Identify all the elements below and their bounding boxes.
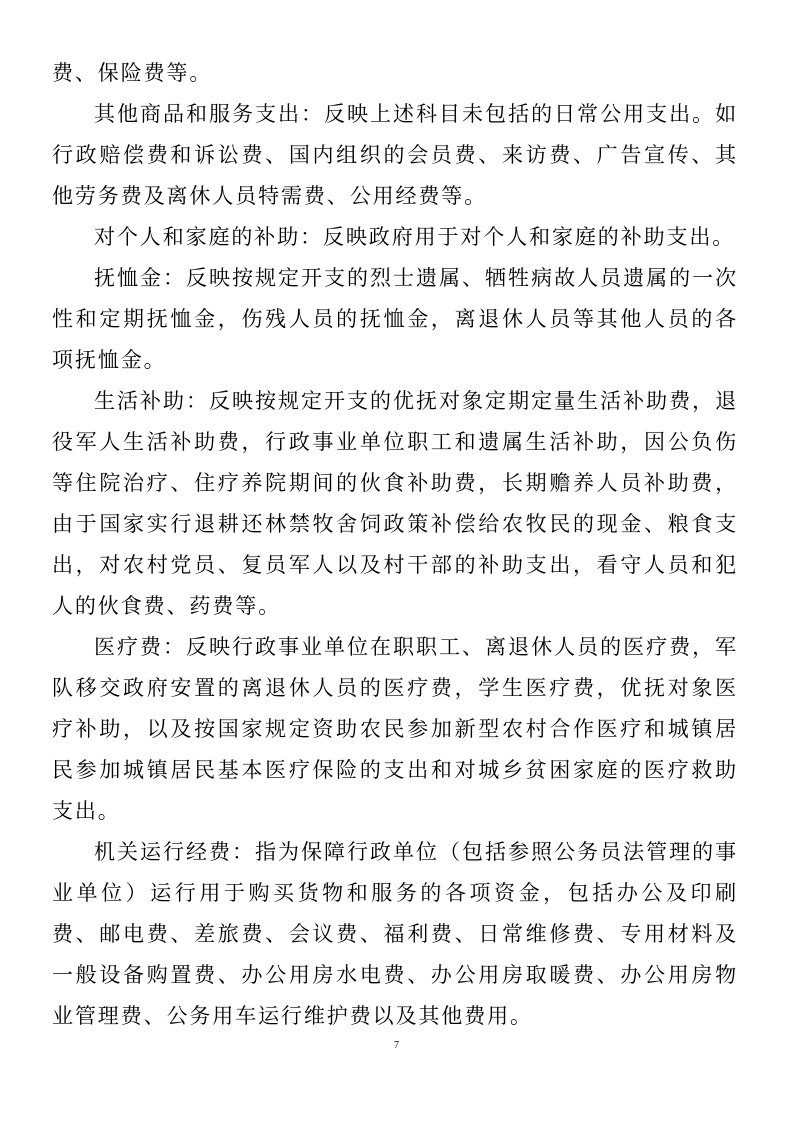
page-number: 7: [394, 1040, 399, 1051]
paragraph-household-subsidies: 对个人和家庭的补助：反映政府用于对个人和家庭的补助支出。: [94, 225, 736, 249]
paragraph-operating-funds: 机关运行经费：指为保障行政单位（包括参照公务员法管理的事业单位）运行用于购买货物和服务的各项资金，包括办公及印刷费、邮电费、差旅费、会议费、福利费、日常维修费、专用材料及一般设备购置费、办公用房水电费、办公用房取暖费、办公用房物业管理费、公务用车运行维护费以及其他费用。: [52, 840, 738, 1028]
body-text: [52, 53, 738, 1037]
paragraph-continuation: 费、保险费等。: [52, 61, 213, 85]
paragraph-other-goods-services: 其他商品和服务支出：反映上述科目未包括的日常公用支出。如行政赔偿费和诉讼费、国内组织的会员费、来访费、广告宣传、其他劳务费及离休人员特需费、公用经费等。: [52, 102, 738, 208]
paragraph-medical-expenses: 医疗费：反映行政事业单位在职职工、离退休人员的医疗费，军队移交政府安置的离退休人员的医疗费，学生医疗费，优抚对象医疗补助，以及按国家规定资助农民参加新型农村合作医疗和城镇居民参加城镇居民基本医疗保险的支出和对城乡贫困家庭的医疗救助支出。: [52, 635, 738, 823]
paragraph-living-subsidy: 生活补助：反映按规定开支的优抚对象定期定量生活补助费，退役军人生活补助费，行政事业单位职工和遗属生活补助，因公负伤等住院治疗、住疗养院期间的伙食补助费，长期赡养人员补助费，由于国家实行退耕还林禁牧舍饲政策补偿给农牧民的现金、粮食支出，对农村党员、复员军人以及村干部的补助支出，看守人员和犯人的伙食费、药费等。: [52, 389, 738, 618]
paragraph-pension: 抚恤金：反映按规定开支的烈士遗属、牺牲病故人员遗属的一次性和定期抚恤金，伤残人员的抚恤金，离退休人员等其他人员的各项抚恤金。: [52, 266, 738, 372]
